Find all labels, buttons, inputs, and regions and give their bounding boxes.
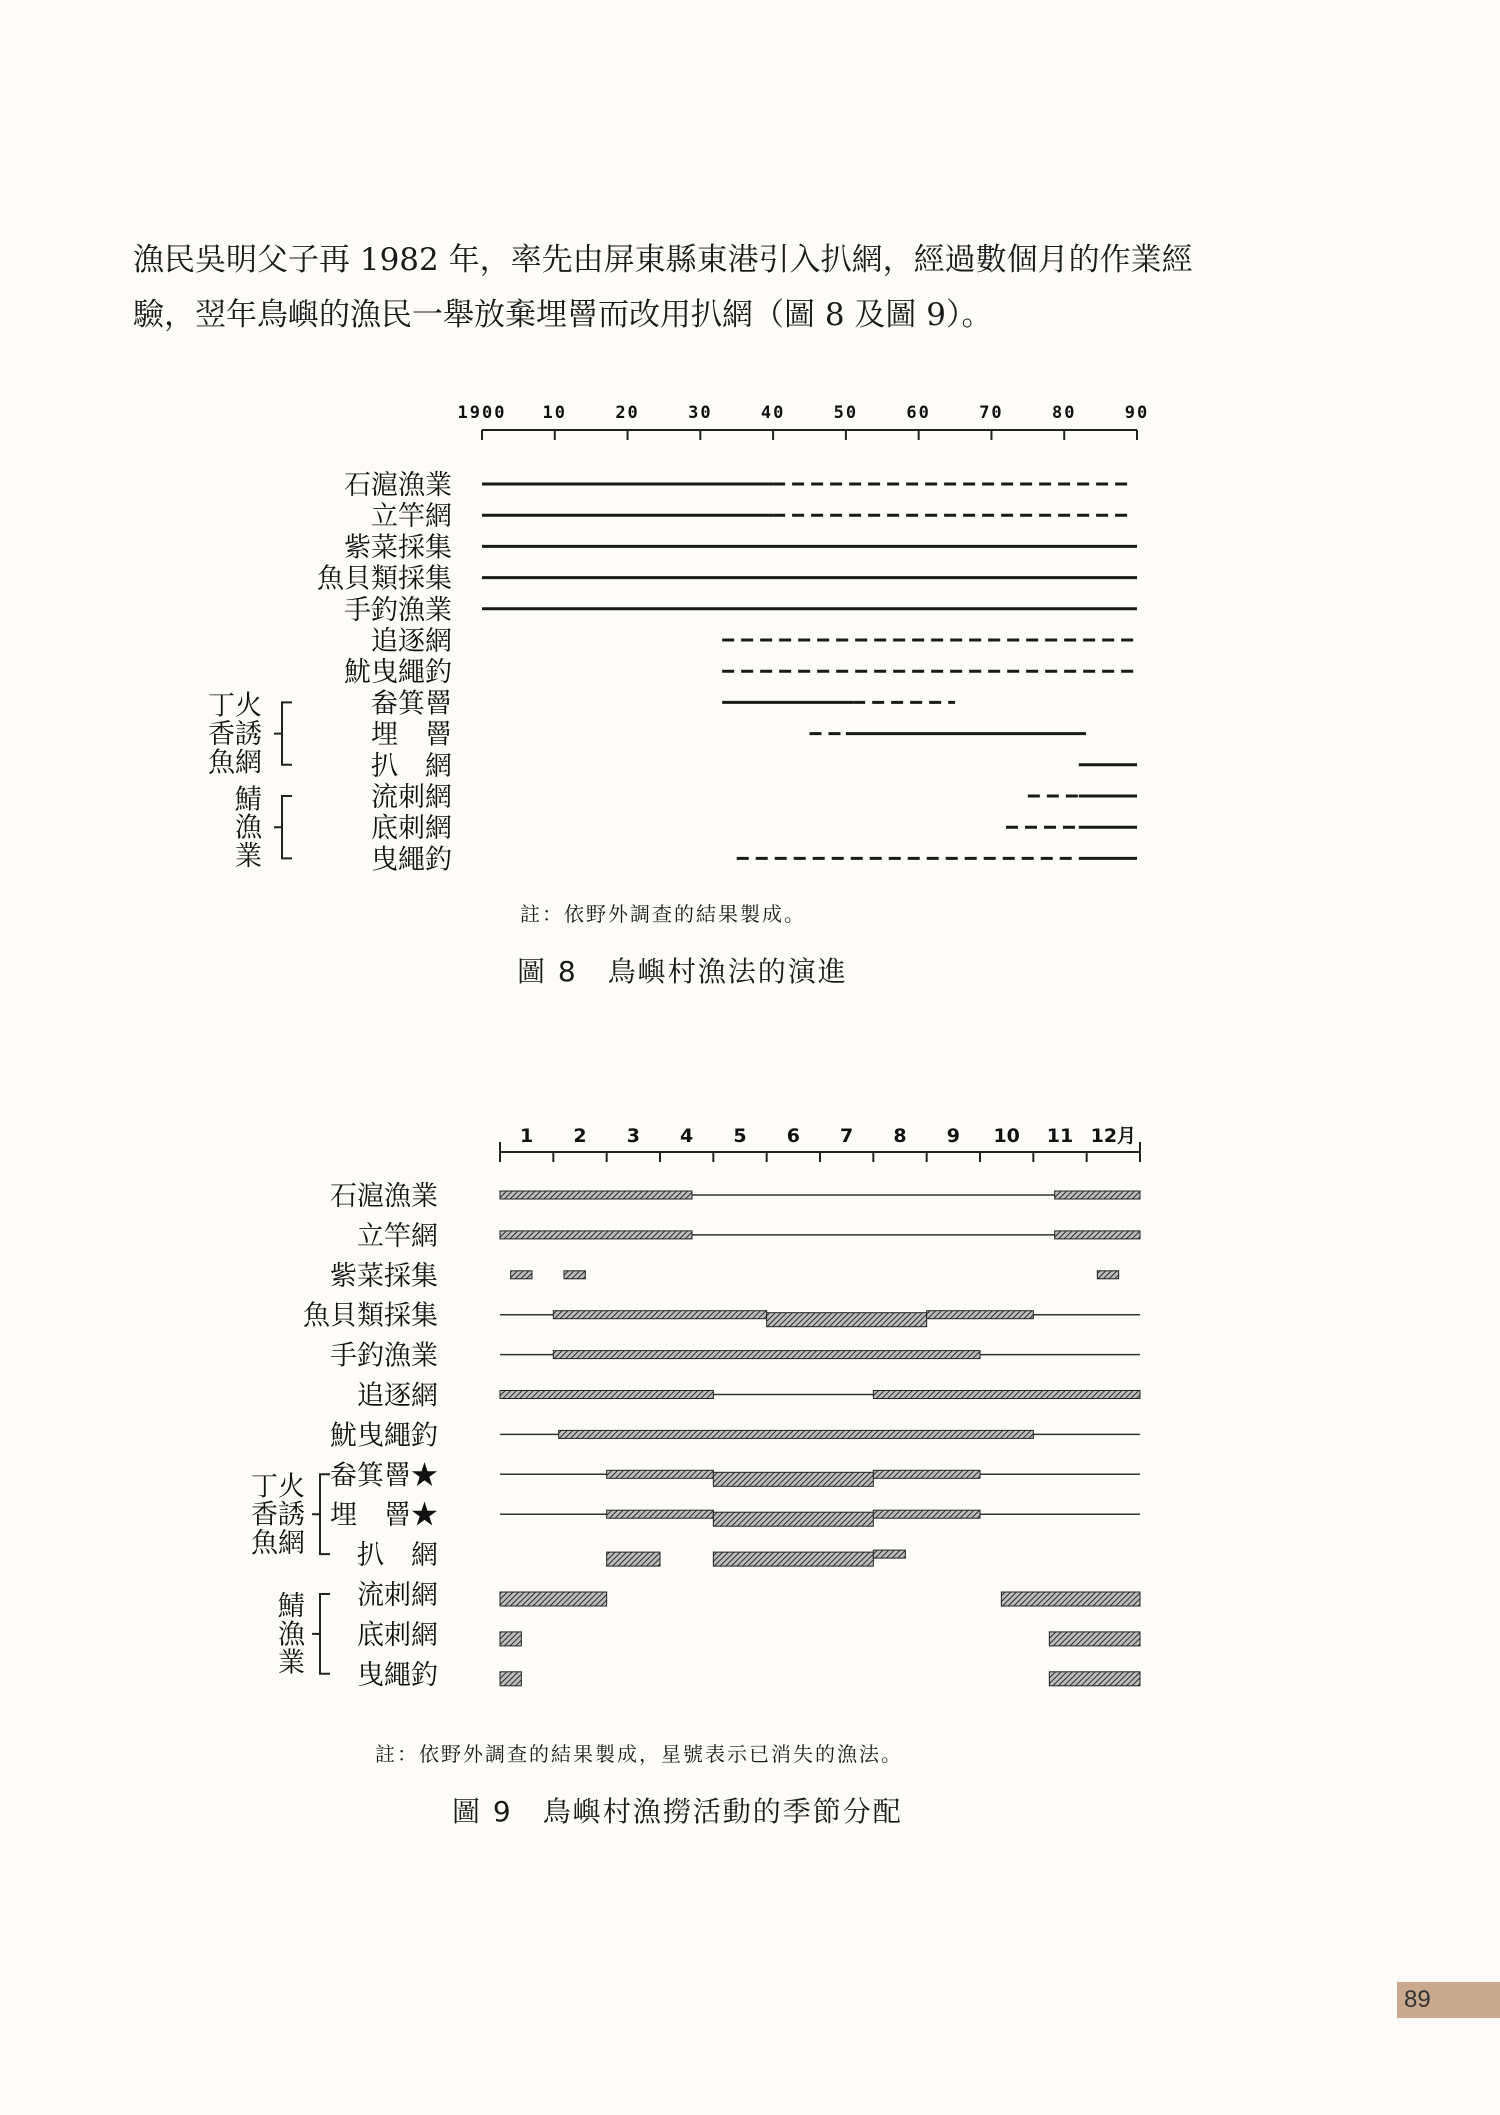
activity-bar xyxy=(1097,1271,1118,1279)
row-label: 手釣漁業 xyxy=(330,1340,438,1372)
figure-9-number: 圖 9 xyxy=(452,1795,513,1828)
activity-bar xyxy=(500,1592,607,1606)
row-label: 立竿網 xyxy=(371,501,452,533)
row-label: 扒 網 xyxy=(357,1540,438,1572)
x-tick-label: 8 xyxy=(893,1125,907,1147)
row-label: 畚箕罾★ xyxy=(330,1460,438,1492)
activity-bar xyxy=(873,1550,905,1558)
row-label: 追逐網 xyxy=(357,1380,438,1412)
activity-bar xyxy=(1055,1191,1140,1199)
x-tick-label: 50 xyxy=(833,403,859,423)
activity-bar xyxy=(1001,1592,1140,1606)
x-tick-label: 60 xyxy=(906,403,931,423)
activity-bar xyxy=(500,1672,521,1686)
figure-8-note: 註：依野外調查的結果製成。 xyxy=(520,902,806,926)
row-label: 魷曳繩釣 xyxy=(344,657,452,689)
activity-bar xyxy=(713,1552,873,1566)
figure-8-timeline xyxy=(208,403,1149,875)
row-label: 流刺網 xyxy=(357,1580,438,1611)
x-tick-label: 20 xyxy=(615,403,640,423)
row-label: 扒 網 xyxy=(371,750,452,782)
figure-8-caption xyxy=(517,950,848,990)
activity-bar xyxy=(767,1313,927,1327)
x-tick-label: 30 xyxy=(688,403,713,423)
activity-bar xyxy=(1055,1231,1140,1239)
activity-bar xyxy=(559,1430,1034,1438)
activity-bar xyxy=(873,1391,1140,1399)
row-label: 曳繩釣 xyxy=(357,1659,438,1691)
activity-bar xyxy=(873,1510,980,1518)
page-number: 89 xyxy=(1397,1982,1500,2018)
x-tick-label: 1900 xyxy=(457,403,507,423)
row-label: 紫菜採集 xyxy=(344,532,452,564)
x-tick-label: 3 xyxy=(626,1125,640,1147)
group-bracket xyxy=(274,702,292,764)
activity-bar xyxy=(1049,1632,1140,1646)
row-label: 流刺網 xyxy=(371,782,452,813)
activity-bar xyxy=(564,1271,585,1279)
x-tick-label: 90 xyxy=(1124,403,1150,423)
group-label: 鯖漁業 xyxy=(278,1591,305,1679)
paragraph-line-1: 漁民吳明父子再 1982 年，率先由屏東縣東港引入扒網，經過數個月的作業經 xyxy=(133,242,1193,278)
row-label: 魷曳繩釣 xyxy=(330,1420,438,1452)
activity-bar xyxy=(511,1271,532,1279)
activity-bar xyxy=(607,1510,714,1518)
paragraph-line-2: 驗，翌年鳥嶼的漁民一舉放棄埋罾而改用扒網（圖 8 及圖 9）。 xyxy=(133,297,993,333)
activity-bar xyxy=(927,1311,1034,1319)
row-label: 埋 罾 xyxy=(371,719,452,751)
figure-8-number: 圖 8 xyxy=(517,955,578,988)
activity-bar xyxy=(553,1311,766,1319)
group-label: 丁火香誘魚網 xyxy=(251,1471,305,1559)
row-label: 曳繩釣 xyxy=(371,844,452,876)
x-tick-label: 1 xyxy=(520,1125,534,1147)
activity-bar xyxy=(607,1552,660,1566)
row-label: 魚貝類採集 xyxy=(303,1300,438,1332)
x-tick-label: 40 xyxy=(760,403,786,423)
x-tick-label: 2 xyxy=(573,1125,587,1147)
x-tick-label: 4 xyxy=(680,1125,694,1147)
x-tick-label: 80 xyxy=(1051,403,1077,423)
group-label: 鯖漁業 xyxy=(235,784,262,872)
figure-8-title: 鳥嶼村漁法的演進 xyxy=(607,955,848,988)
row-label: 紫菜採集 xyxy=(330,1260,438,1292)
row-label: 手釣漁業 xyxy=(344,594,452,626)
row-label: 石滬漁業 xyxy=(330,1181,438,1212)
x-tick-label: 7 xyxy=(840,1125,854,1147)
x-tick-label: 70 xyxy=(979,403,1004,423)
figure-9-gantt xyxy=(251,1125,1140,1691)
row-label: 魚貝類採集 xyxy=(317,563,452,595)
group-label: 丁火香誘魚網 xyxy=(208,690,262,779)
activity-bar xyxy=(500,1391,713,1399)
row-label: 追逐網 xyxy=(371,626,452,657)
x-tick-label: 11 xyxy=(1046,1125,1074,1147)
x-tick-label: 10 xyxy=(993,1125,1020,1147)
figure-9-caption xyxy=(452,1790,903,1830)
activity-bar xyxy=(607,1470,714,1478)
activity-bar xyxy=(713,1512,873,1526)
row-label: 底刺網 xyxy=(371,813,452,845)
figure-9-title: 鳥嶼村漁撈活動的季節分配 xyxy=(542,1795,903,1828)
activity-bar xyxy=(873,1470,980,1478)
activity-bar xyxy=(1049,1672,1140,1686)
x-tick-label: 10 xyxy=(542,403,568,423)
activity-bar xyxy=(500,1632,521,1646)
activity-bar xyxy=(500,1191,692,1199)
row-label: 埋 罾★ xyxy=(330,1500,438,1532)
row-label: 立竿網 xyxy=(357,1220,438,1252)
activity-bar xyxy=(553,1351,980,1359)
row-label: 石滬漁業 xyxy=(344,470,452,501)
x-tick-label: 9 xyxy=(946,1125,960,1147)
group-bracket xyxy=(274,796,292,858)
x-tick-label: 5 xyxy=(733,1125,747,1147)
group-bracket xyxy=(312,1594,330,1674)
activity-bar xyxy=(713,1472,873,1486)
x-tick-label: 12月 xyxy=(1090,1125,1137,1147)
x-tick-label: 6 xyxy=(786,1125,800,1147)
row-label: 底刺網 xyxy=(357,1619,438,1651)
group-bracket xyxy=(312,1474,330,1554)
row-label: 畚箕罾 xyxy=(371,688,452,720)
activity-bar xyxy=(500,1231,692,1239)
figure-9-note: 註：依野外調查的結果製成，星號表示已消失的漁法。 xyxy=(375,1742,903,1766)
